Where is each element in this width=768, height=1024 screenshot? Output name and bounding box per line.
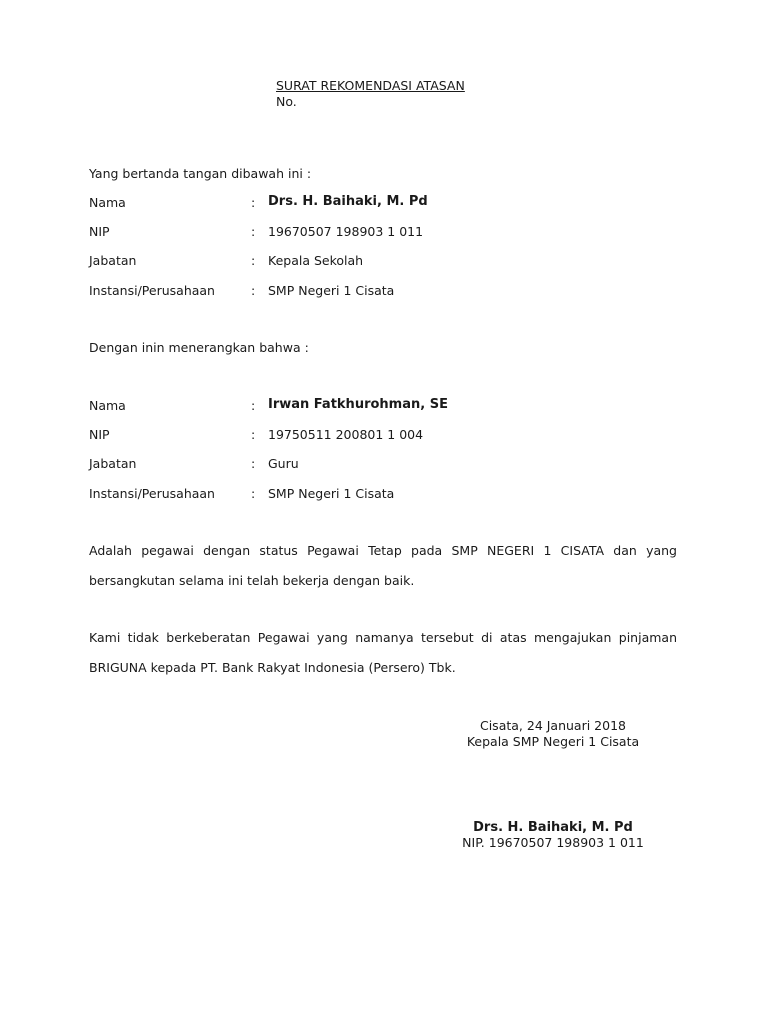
signer-position-colon: : (251, 253, 256, 268)
letter-number: No. (276, 94, 297, 109)
signer-institution-colon: : (251, 283, 256, 298)
signer-nip-value: 19670507 198903 1 011 (268, 224, 424, 239)
paragraph-loan-approval (89, 623, 677, 683)
signer-name-value: Drs. H. Baihaki, M. Pd (268, 194, 428, 209)
employee-institution-colon: : (251, 486, 256, 501)
letter-title: SURAT REKOMENDASI ATASAN (276, 78, 465, 93)
employee-nip-colon: : (251, 427, 256, 442)
paragraph-line: BRIGUNA kepada PT. Bank Rakyat Indonesia (Persero) Tbk. (89, 660, 456, 675)
employee-name-colon: : (251, 398, 256, 413)
employee-institution-label: Instansi/Perusahaan (89, 486, 215, 501)
closing-signer-name: Drs. H. Baihaki, M. Pd (473, 820, 633, 835)
intro-text: Yang bertanda tangan dibawah ini : (89, 166, 312, 181)
paragraph-line: Kami tidak berkeberatan Pegawai yang namanya tersebut di atas mengajukan pinjaman (89, 630, 677, 645)
closing-place-date: Cisata, 24 Januari 2018 (479, 718, 626, 733)
signer-nip-label: NIP (89, 224, 110, 239)
signer-institution-label: Instansi/Perusahaan (89, 283, 215, 298)
paragraph-line: Adalah pegawai dengan status Pegawai Tetap pada SMP NEGERI 1 CISATA dan yang (89, 543, 677, 558)
paragraph-employment-status (89, 536, 677, 596)
signer-position-label: Jabatan (89, 253, 137, 268)
closing-signer-nip: NIP. 19670507 198903 1 011 (462, 835, 644, 850)
employee-position-label: Jabatan (89, 456, 137, 471)
employee-name-label: Nama (89, 398, 126, 413)
signer-position-value: Kepala Sekolah (268, 253, 364, 268)
signer-name-label: Nama (89, 195, 126, 210)
statement-text: Dengan inin menerangkan bahwa : (89, 340, 309, 355)
employee-institution-value: SMP Negeri 1 Cisata (268, 486, 395, 501)
employee-position-value: Guru (268, 456, 299, 471)
employee-nip-value: 19750511 200801 1 004 (268, 427, 424, 442)
signer-institution-value: SMP Negeri 1 Cisata (268, 283, 395, 298)
employee-position-colon: : (251, 456, 256, 471)
employee-nip-label: NIP (89, 427, 110, 442)
closing-position: Kepala SMP Negeri 1 Cisata (466, 734, 640, 749)
employee-name-value: Irwan Fatkhurohman, SE (268, 397, 448, 412)
signer-name-colon: : (251, 195, 256, 210)
paragraph-line: bersangkutan selama ini telah bekerja dengan baik. (89, 573, 415, 588)
signer-nip-colon: : (251, 224, 256, 239)
